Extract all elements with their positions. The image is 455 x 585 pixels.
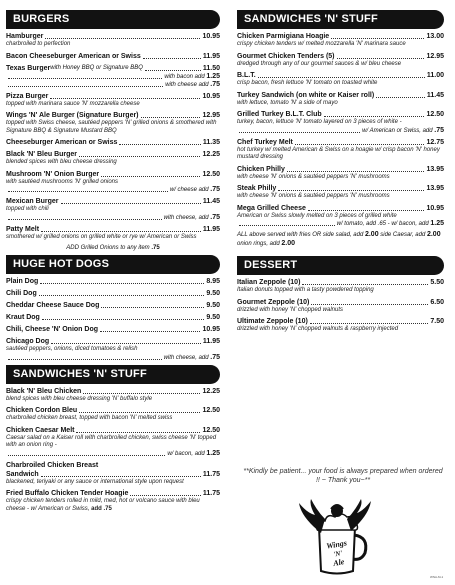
add-on-price: .75 (210, 80, 220, 88)
leader-dots (45, 38, 200, 39)
item-price: 9.50 (206, 290, 220, 297)
add-on-text: with cheese, add (163, 354, 209, 361)
kindly-note: **Kindly be patient... your food is always prepared when ordered !! ~ Thank you~** (243, 468, 443, 484)
leader-dots (258, 77, 425, 78)
leader-dots (8, 191, 168, 192)
menu-item (237, 110, 444, 135)
section-header-dessert: DESSERT (237, 256, 444, 275)
menu-item (237, 32, 444, 49)
svg-text:Wings: Wings (325, 538, 348, 551)
leader-dots (337, 58, 425, 59)
add-on-price: 1.25 (206, 449, 220, 457)
menu-item (6, 64, 220, 89)
item-description: hot turkey w/ melted American & Swiss on a hoagie w/ crisp bacon 'N' honey mustard dressing (237, 146, 440, 160)
sandwiches-left-list (6, 387, 220, 514)
menu-item (237, 278, 444, 295)
item-price: 9.50 (206, 314, 220, 321)
item-description-price: add .75 (91, 505, 112, 512)
leader-dots (141, 117, 201, 118)
sides-text-3: onion rings, add (237, 240, 282, 247)
menu-item (6, 225, 220, 242)
leader-dots (324, 116, 425, 117)
item-name: Charbroiled Chicken Breast (6, 461, 99, 469)
menu-item (6, 406, 220, 423)
item-name: Mushroom 'N' Onion Burger (6, 170, 100, 178)
item-name: Chili, Cheese 'N' Onion Dog (6, 326, 99, 333)
item-name: Italian Zeppole (10) (237, 279, 301, 286)
leader-dots (119, 144, 200, 145)
item-price: 6.50 (430, 298, 444, 306)
item-price: 11.75 (202, 490, 220, 497)
leader-dots (239, 132, 360, 133)
item-description: with sautéed mushrooms 'N' grilled onions (6, 178, 119, 185)
item-name: Steak Philly (237, 185, 277, 192)
item-name: Chicago Dog (6, 338, 50, 345)
item-name: Plain Dog (6, 278, 39, 285)
item-description: with cheese 'N' onions & sautéed peppers 'N' mushrooms (237, 173, 390, 180)
add-on-row (237, 220, 444, 228)
leader-dots (42, 319, 205, 320)
note-text: ADD Grilled Onions to any item (66, 245, 150, 251)
menu-item (6, 277, 220, 286)
leader-dots (130, 495, 200, 496)
menu-item (237, 317, 444, 334)
menu-item (237, 165, 444, 182)
leader-dots (145, 70, 201, 71)
item-price: 9.50 (206, 302, 220, 309)
add-on-row (6, 450, 220, 458)
menu-item (6, 197, 220, 222)
sides-price-1: 2.00 (364, 231, 379, 238)
menu-item (237, 138, 444, 162)
leader-dots (8, 455, 165, 456)
menu-item (6, 426, 220, 458)
add-on-text: w/ bacon, add (167, 450, 205, 457)
note-price: .75 (151, 245, 160, 251)
item-description: charbroiled to perfection (6, 41, 71, 47)
item-name: Black 'N' Bleu Burger (6, 151, 78, 158)
left-column (6, 10, 220, 516)
item-description: Italian donuts topped with a tasty powdered topping (237, 287, 374, 293)
menu-item (6, 138, 220, 147)
item-price: 11.45 (202, 198, 220, 205)
leader-dots (8, 78, 162, 79)
item-description: drizzled with honey 'N' chopped walnuts & raspberry injected (237, 326, 399, 332)
menu-item (6, 337, 220, 362)
item-description: with cheese 'N' onions & sautéed peppers 'N' mushrooms (237, 193, 390, 199)
leader-dots (40, 283, 204, 284)
sides-price-2: 2.00 (426, 231, 441, 238)
add-on-price: .75 (434, 126, 444, 134)
item-price: 12.25 (202, 151, 220, 158)
item-name: Texas Burger (6, 64, 51, 72)
add-on-text: w/ cheese add (169, 187, 209, 193)
item-description: sautéed peppers, onions, diced tomatoes & relish (6, 346, 138, 352)
item-name: Chef Turkey Melt (237, 138, 293, 146)
menu-item (6, 387, 220, 404)
item-price: 7.50 (430, 318, 444, 325)
item-name: Chicken Philly (237, 165, 285, 173)
add-on-price: 1.25 (430, 220, 444, 227)
add-on-text: with cheese add (165, 81, 209, 88)
add-on-price: .75 (210, 353, 220, 361)
add-on-row (6, 354, 220, 362)
burgers-list (6, 32, 220, 241)
add-on-row (6, 186, 220, 194)
add-on-row (6, 81, 220, 89)
item-price: 11.35 (202, 139, 220, 146)
leader-dots (239, 225, 335, 226)
leader-dots (143, 58, 201, 59)
leader-dots (287, 171, 425, 172)
item-description: topped with marinara sauce 'N' mozzarella cheese (6, 100, 140, 107)
dessert-list (237, 278, 444, 334)
sides-price-3: 2.00 (281, 239, 295, 247)
item-price: 12.75 (426, 138, 444, 146)
add-on-text: with cheese, add (163, 214, 209, 221)
print-code: WNA-M-1 (430, 575, 444, 579)
item-price: 10.95 (202, 33, 220, 40)
add-on-price: 1.25 (206, 72, 220, 80)
item-price: 12.25 (202, 387, 220, 395)
item-price: 10.95 (202, 92, 220, 100)
item-price: 13.95 (426, 185, 444, 192)
sides-footer (237, 231, 444, 248)
item-description: Caesar salad on a Kaiser roll with charbroiled chicken, swiss cheese 'N' topped with an onion ring - (6, 434, 217, 448)
item-price: 12.50 (202, 170, 220, 178)
leader-dots (76, 432, 200, 433)
leader-dots (79, 156, 200, 157)
item-price: 12.95 (426, 52, 444, 60)
item-name: Grilled Turkey B.L.T. Club (237, 111, 322, 118)
item-price: 11.00 (426, 72, 444, 79)
item-name: Black 'N' Bleu Chicken (6, 387, 82, 395)
leader-dots (41, 476, 201, 477)
item-name: Fried Buffalo Chicken Tender Hoagie (6, 490, 129, 497)
item-name: Patty Melt (6, 225, 40, 233)
menu-item (6, 32, 220, 49)
menu-item (6, 111, 220, 135)
sides-text-2: side Caesar, add (378, 232, 427, 238)
item-name: Chicken Caesar Melt (6, 426, 75, 434)
item-name: Mexican Burger (6, 198, 59, 205)
leader-dots (308, 210, 425, 211)
leader-dots (79, 412, 200, 413)
item-price: 12.50 (202, 407, 220, 414)
item-description: charbroiled chicken breast, topped with bacon 'N' melted swiss (6, 415, 173, 421)
item-description: drizzled with honey 'N' chopped walnuts (237, 306, 344, 313)
wings-n-ale-logo (297, 497, 375, 577)
item-description: blended spices with bleu cheese dressing (6, 159, 117, 165)
svg-text:Ale: Ale (332, 557, 345, 568)
menu-item (237, 184, 444, 201)
item-name: Gourmet Zeppole (10) (237, 298, 310, 306)
item-description: with lettuce, tomato 'N' a side of mayo (237, 99, 338, 106)
menu-item (237, 71, 444, 88)
add-on-text: w/ tomato, add .65 - w/ bacon, add (336, 221, 429, 227)
hot-dogs-list (6, 277, 220, 362)
sides-text-1: ALL above served with fries OR side salad, add (237, 232, 365, 238)
leader-dots (331, 38, 424, 39)
item-price: 11.45 (426, 91, 444, 99)
item-description: crispy chicken tenders rolled in mild, med, hot or volcano sauce with bleu cheese - w/ American or Swiss, (6, 498, 200, 512)
leader-dots (61, 203, 201, 204)
menu-item (237, 298, 444, 315)
item-name: Cheddar Cheese Sauce Dog (6, 302, 100, 309)
menu-item (6, 289, 220, 298)
item-price: 12.95 (202, 112, 220, 119)
right-column (237, 10, 444, 337)
item-description: American or Swiss slowly melted on 3 pieces of grilled white (237, 212, 397, 219)
leader-dots (8, 219, 162, 220)
item-name: Wings 'N' Ale Burger (Signature Burger) (6, 112, 139, 119)
item-name: Gourmet Chicken Tenders (5) (237, 52, 335, 60)
item-name: Kraut Dog (6, 314, 40, 321)
item-name: Sandwich (6, 470, 39, 478)
menu-item (6, 461, 220, 487)
leader-dots (41, 231, 201, 232)
section-header-hot-dogs: HUGE HOT DOGS (6, 255, 220, 274)
leader-dots (39, 295, 205, 296)
leader-dots (311, 304, 428, 305)
item-description: turkey, bacon, lettuce 'N' tomato layered on 3 pieces of white - (237, 119, 402, 125)
item-price: 11.95 (202, 225, 220, 233)
menu-item (6, 52, 220, 61)
item-price: 12.50 (202, 426, 220, 434)
item-name: Turkey Sandwich (on white or Kaiser roll) (237, 91, 375, 99)
section-header-sandwiches-left: SANDWICHES 'N' STUFF (6, 365, 220, 384)
item-name-extra: with Honey BBQ or Signature BBQ (50, 64, 143, 71)
add-on-row (6, 214, 220, 222)
add-on-row (237, 127, 444, 135)
leader-dots (278, 190, 424, 191)
item-name: Hamburger (6, 33, 44, 40)
menu-item (6, 489, 220, 513)
svg-text:'N': 'N' (332, 549, 343, 559)
item-description: topped with chili (6, 206, 49, 212)
item-name: Bacon Cheeseburger American or Swiss (6, 52, 141, 60)
leader-dots (310, 323, 429, 324)
leader-dots (101, 307, 204, 308)
menu-item (6, 301, 220, 310)
leader-dots (8, 359, 162, 360)
item-price: 5.50 (430, 279, 444, 286)
item-name: Cheeseburger American or Swiss (6, 139, 118, 146)
item-name: Chili Dog (6, 290, 37, 297)
item-name: Chicken Parmigiana Hoagie (237, 33, 330, 40)
item-price: 11.75 (202, 470, 220, 478)
add-on-price: .75 (210, 213, 220, 221)
leader-dots (8, 86, 163, 87)
item-price: 13.95 (426, 165, 444, 173)
menu-item (6, 92, 220, 109)
leader-dots (100, 331, 200, 332)
leader-dots (50, 98, 200, 99)
item-price: 8.95 (206, 278, 220, 285)
add-on-price: .75 (210, 186, 220, 193)
menu-item (237, 204, 444, 229)
item-price: 12.50 (426, 111, 444, 118)
item-description: blend spices with bleu cheese dressing 'N' buffalo style (6, 395, 153, 402)
item-description: blackened, teriyaki or any sauce or international style upon request (6, 478, 184, 485)
item-name: Chicken Cordon Bleu (6, 407, 78, 414)
grilled-onions-note (6, 244, 220, 252)
item-description: smothered w/ grilled onions on grilled white or rye w/ American or Swiss (6, 233, 197, 240)
item-name: Ultimate Zeppole (10) (237, 318, 308, 325)
leader-dots (295, 144, 425, 145)
section-header-burgers: BURGERS (6, 10, 220, 29)
menu-item (6, 150, 220, 167)
item-description: dredged through any of our gourmet sauces & w/ bleu cheese (237, 60, 402, 67)
item-description: crisp bacon, fresh lettuce 'N' tomato on toasted white (237, 80, 378, 86)
item-name: Mega Grilled Cheese (237, 204, 306, 212)
item-price: 11.95 (202, 52, 220, 60)
add-on-text: w/ American or Swiss, add (362, 127, 433, 134)
menu-item (6, 325, 220, 334)
menu-item (6, 313, 220, 322)
leader-dots (83, 393, 200, 394)
item-price: 13.00 (426, 33, 444, 40)
item-price: 10.95 (202, 326, 220, 333)
item-name: B.L.T. (237, 72, 256, 79)
leader-dots (376, 97, 425, 98)
item-name: Pizza Burger (6, 92, 49, 100)
leader-dots (51, 343, 201, 344)
item-price: 11.95 (202, 338, 220, 345)
leader-dots (101, 176, 200, 177)
section-header-sandwiches-right: SANDWICHES 'N' STUFF (237, 10, 444, 29)
menu-item (237, 91, 444, 108)
item-price: 11.50 (202, 64, 220, 72)
menu-item (237, 52, 444, 69)
leader-dots (302, 284, 428, 285)
item-description: topped with Swiss cheese, sautéed peppers 'N' grilled onions & smothered with Signature BBQ & Signature Mustard BBQ (6, 120, 217, 134)
add-on-text: with bacon add (164, 73, 205, 80)
item-price: 10.95 (426, 204, 444, 212)
item-description: crispy chicken tenders w/ melted mozzarella 'N' marinara sauce (237, 41, 406, 47)
menu-item (6, 170, 220, 195)
sandwiches-right-list (237, 32, 444, 228)
add-on-row (6, 73, 220, 81)
